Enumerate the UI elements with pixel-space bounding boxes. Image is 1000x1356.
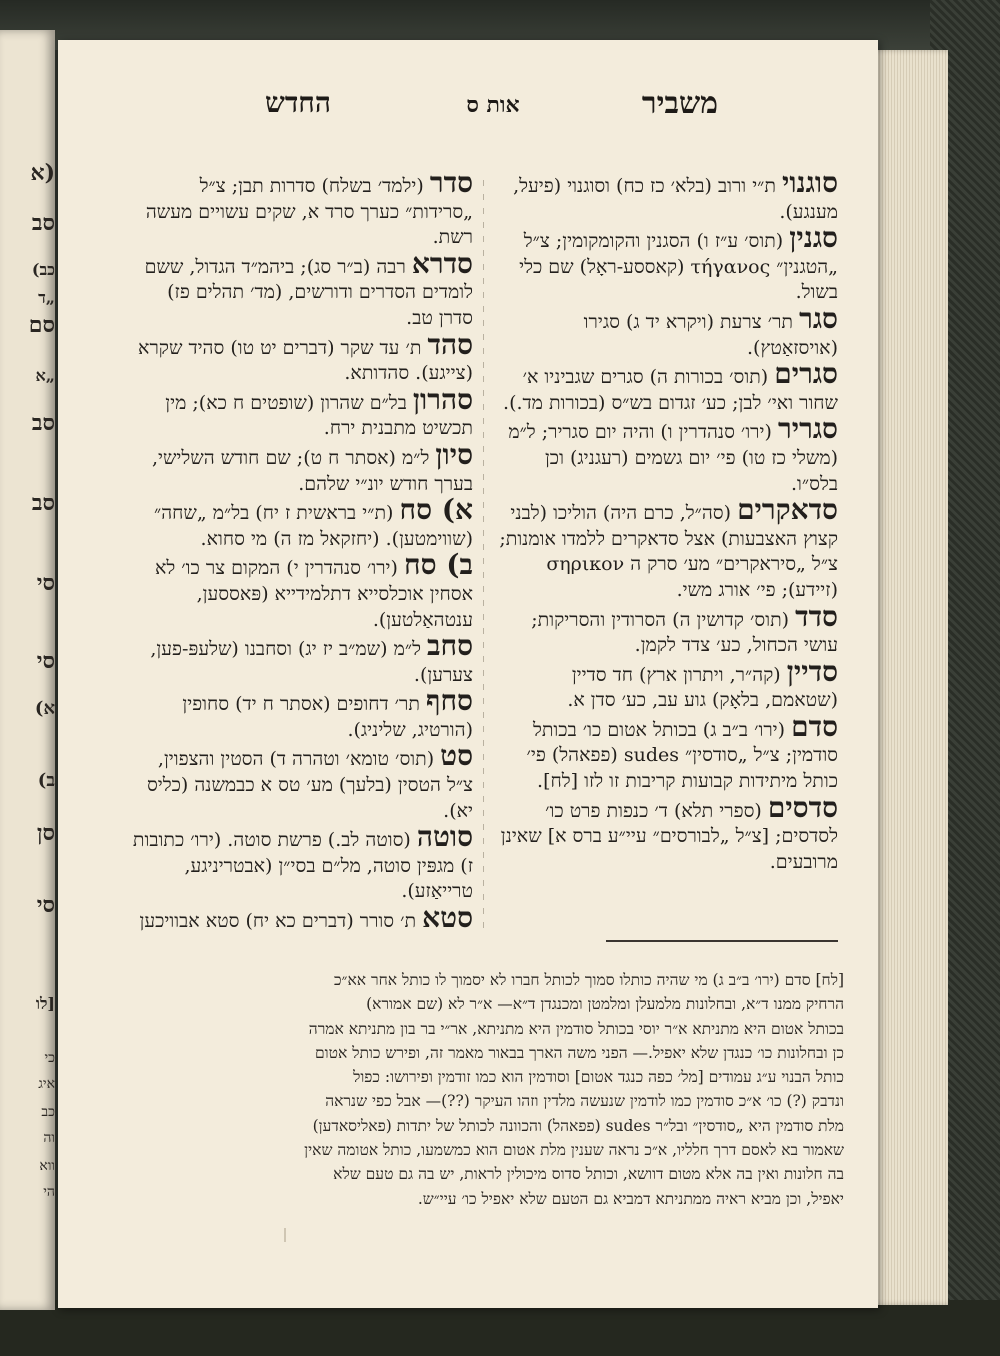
dictionary-entry <box>498 301 838 361</box>
dictionary-entry <box>498 166 838 225</box>
dictionary-entry <box>128 327 473 387</box>
footnote-line: מלת סודמין היא „סודסין״ ובל״ר sudes (פפאהל) והכוונה לכותל של יתדות (פאליסאדען) <box>312 1116 844 1135</box>
dictionary-entry <box>128 629 473 688</box>
headword: סגר <box>799 301 838 335</box>
dictionary-page <box>58 40 878 1308</box>
headword: סוגנוי <box>782 166 838 199</box>
entry-text: (ירו׳ סנהדרין י) המקום צר כו׳ לא אסחין אוכלסייא דתלמידייא (פּאססען, ענטהאַלטען). <box>154 557 473 631</box>
left-page-fragment: סן <box>36 820 55 846</box>
headword: סחף <box>425 684 473 718</box>
left-page-fragment: ב) <box>37 770 55 791</box>
headword: סט <box>440 739 473 773</box>
entry-text: תר׳ דחופים (אסתר ח יד) סחופין (הורטיג, שליניג). <box>182 693 473 741</box>
headword: סדר <box>429 166 473 199</box>
footnote-line: כותל הבנוי ע״ג עמודים [מל׳ כפה כנגד אטום] וסודמין הוא כמו זודמין ופירושו: כפול <box>353 1068 844 1087</box>
headword: א) סח <box>399 493 473 527</box>
entry-text: (סוטה לב.) פרשת סוטה. (ירו׳ כתובות ז) מגפּין סוטה, מל״ם בסי״ן (אבטריניגע, טרייאַזע). <box>132 829 473 903</box>
headword: סטא <box>422 901 473 935</box>
entry-text: ל״מ (אסתר ח ט); שם חודש השלישי, בערך חודש יונ״י שלהם. <box>151 446 473 495</box>
left-page-fragment: סב <box>31 410 55 436</box>
headword: סהרון <box>412 382 473 416</box>
entry-text: (תוס׳ קדושין ה) הסרודין והסריקות; עושי הכחול, כע׳ צדד לקמן. <box>531 608 838 657</box>
dictionary-entry <box>498 790 838 876</box>
dictionary-entry <box>128 548 473 633</box>
entry-text: (תוס׳ טומא׳ וטהרה ד) הסטין והצפוין, צ״ל הטסין (בלעך) מע׳ טס א כבמשנה (כליס יא). <box>146 748 473 822</box>
footnote-line: ונדבק (?) כו׳ א״כ סודמין כמו לודמין שנעשה מלדין וזהו העיקר (??)— אבל כפי שנראה <box>325 1092 844 1111</box>
entry-text: (תוס׳ בכורות ה) סגרים שגביניו א׳ שחור ואי׳ לבן; כע׳ זגדום בש״ס (בכורות מד.). <box>503 366 838 414</box>
entry-text: (ת״י בראשית ז יח) בל״מ „שחה״ (שווימטען). (יחזקאל מז ה) מי סחוא. <box>154 502 473 550</box>
left-page-fragment: [לו <box>35 994 55 1013</box>
entry-text: ת׳ עד שקר (דברים יט טו) סהיד שקרא (צייגע). סהדותא. <box>138 336 473 385</box>
headword: סדד <box>795 599 838 633</box>
dictionary-entry <box>128 246 473 332</box>
right-column <box>498 166 838 875</box>
footnote <box>136 968 844 1211</box>
dictionary-entry <box>128 739 473 824</box>
headword: סגריר <box>777 412 838 446</box>
dictionary-entry <box>498 412 838 497</box>
left-page-fragment: (א <box>30 160 55 186</box>
headword: סחב <box>427 629 473 663</box>
dictionary-entry <box>128 437 473 497</box>
headword: סגנין <box>789 221 838 255</box>
footnote-line: שאמור בא לאסם דרך חלליו, א״כ נראה שענין מלת אטום הוא כמשמעו, כותל אטומה שאין <box>304 1141 844 1160</box>
dictionary-entry <box>128 382 473 442</box>
headword: סגרים <box>774 357 838 391</box>
dictionary-entry <box>128 493 473 552</box>
entry-text: (ספרי תלא) ד׳ כנפות פרט כו׳ לסדסים; [צ״ל „לבורסים״ עיי״ע ברס א] שאינן מרובעים. <box>500 799 838 873</box>
running-head-left: החדש <box>265 86 331 119</box>
entry-text: (ילמד׳ בשלח) סדרות תבן; צ״ל „סרידות״ כערך סרד א, שקים עשויים מעשה רשת. <box>145 175 473 249</box>
headword: סוטה <box>416 820 473 854</box>
headword: סדיין <box>786 654 838 688</box>
dictionary-entry <box>498 599 838 659</box>
left-page-fragment: „א <box>35 366 55 385</box>
headword: סדם <box>791 709 838 743</box>
headword: סדאקרים <box>737 493 838 527</box>
entry-text: רבה (ב״ר סג); ביהמ״ד הגדול, ששם לומדים הסדרים ודורשים, (מד׳ תהלים פז) סדרן טב. <box>144 255 473 329</box>
left-page-fragment: הי <box>43 1184 55 1200</box>
entry-text: (ירו׳ ב״ב ג) בכותל אטום כו׳ בכותל סודמין; צ״ל „סודסין״ sudes (פפאהל) פי׳ כותל מיתידות קבועות קריבות זו לזו [לח]. <box>526 718 838 793</box>
headword: סדרא <box>411 246 473 280</box>
entry-text: בל״ם שהרון (שופטים ח כא); מין תכשיט מתבנית ירח. <box>165 391 473 440</box>
left-page-fragment: סי <box>36 892 55 918</box>
entry-text: (ירו׳ סנהדרין ו) והיה יום סגריר; ל״מ (משלי כז טו) פי׳ יום גשמים (רעגניג) וכן בלס״ו. <box>508 421 838 495</box>
left-page-fragment: סב <box>31 490 55 516</box>
left-column <box>128 166 473 935</box>
left-page-fragment: א) <box>34 698 55 719</box>
headword: סדסים <box>767 790 838 824</box>
dictionary-entry <box>498 493 838 603</box>
footnote-rule <box>606 940 838 942</box>
running-head-right: משביר <box>641 86 718 121</box>
dictionary-entry <box>498 221 838 306</box>
dictionary-entry <box>128 166 473 251</box>
headword: ב) סח <box>404 548 473 582</box>
headword: סהד <box>427 327 473 361</box>
dictionary-entry <box>128 684 473 743</box>
entry-text: (קה״ר, ויתרון ארץ) חד סדיין (שטאמם, בלאָק) גוע עב, כע׳ סדן א. <box>567 663 838 712</box>
left-page-fragment: סב <box>31 210 55 236</box>
left-page-fragment: ווא <box>39 1158 55 1174</box>
footnote-line: בה חלונות ואין בה אלא מטום דוושא, וכותל סדוס מיכולין לראות, יש בה גם טעם שלא <box>333 1165 844 1184</box>
dictionary-entry <box>498 357 838 416</box>
left-page-fragment: איג <box>38 1076 55 1092</box>
binding-cloth-bottom <box>0 1300 1000 1356</box>
footnote-line: כן ובחלונות כו׳ כנגדן שלא יאפיל.— הפני משה הארך בבאור מאמר זה, ופירש כותל אטום <box>314 1043 844 1062</box>
footnote-line: [לח] סדם (ירו׳ ב״ב ג) מי שהיה כותלו סמוך לכותל חברו לא יסמוך לו כותל אחר אא״כ <box>333 971 844 989</box>
footnote-line: בכותל אטום היא מתניתא א״ר יוסי בכותל סודמין היא מתניתא, אר״י בר בון מתניתא אמרה <box>308 1019 844 1038</box>
entry-text: ת״י ורוב (בלא׳ כז כח) וסוגנוי (פיעל, מענגע). <box>513 175 838 223</box>
footnote-line: יאפיל, וכן מביא ראיה ממתניתא דמביא גם הטעם שלא יאפיל כו׳ עיי״ש. <box>417 1189 844 1208</box>
column-divider <box>483 180 484 930</box>
running-head-letter: אות ס <box>466 92 520 118</box>
dictionary-entry <box>128 820 473 905</box>
dictionary-entry <box>128 901 473 935</box>
dictionary-entry <box>498 709 838 795</box>
headword: סיון <box>435 437 473 471</box>
footnote-line: הרחיק ממנו ד״א, ובחלונות מלמעלן ומלמטן ומכנגדן ד״א— א״ר לא (שם אמורא) <box>366 995 844 1014</box>
paper-speck <box>284 1228 286 1242</box>
page-stack-edges <box>868 50 948 1305</box>
left-page-fragment: כב <box>41 1104 55 1120</box>
left-page-fragment: כי <box>44 1050 55 1066</box>
left-page-fragment: „ד <box>38 288 55 307</box>
left-page-fragment: סם <box>28 312 55 338</box>
left-page-fragment: סי <box>36 570 55 596</box>
entry-text: (סה״ל, כרם היה) הוליכו (לבני קצוץ האצבעות) אצל סדאקרים ללמדו אומנות; צ״ל „סיראקרים״ מע׳ סרק ה σηρικον (זיידע); פי׳ אורג משי. <box>499 502 838 601</box>
left-page-edge <box>0 30 55 1310</box>
entry-text: (תוס׳ ע״ז ו) הסגנין והקומקומין; צ״ל „הטגנין״ τήγανος (קאססע-ראָל) שם כלי בשול. <box>519 230 838 304</box>
entry-text: ת׳ סורר (דברים כא יח) סטא אבוויכען <box>139 910 417 933</box>
dictionary-entry <box>498 654 838 714</box>
left-page-fragment: וה <box>43 1130 55 1146</box>
entry-text: תר׳ צרעת (ויקרא יד ג) סגירו (אויסזאַטץ). <box>583 310 838 359</box>
left-page-fragment: סי <box>36 648 55 674</box>
entry-text: ל״מ (שמ״ב יז יג) וסחבנו (שלעפּ-פען, צערען). <box>150 638 473 686</box>
left-page-fragment: כב) <box>31 260 55 279</box>
